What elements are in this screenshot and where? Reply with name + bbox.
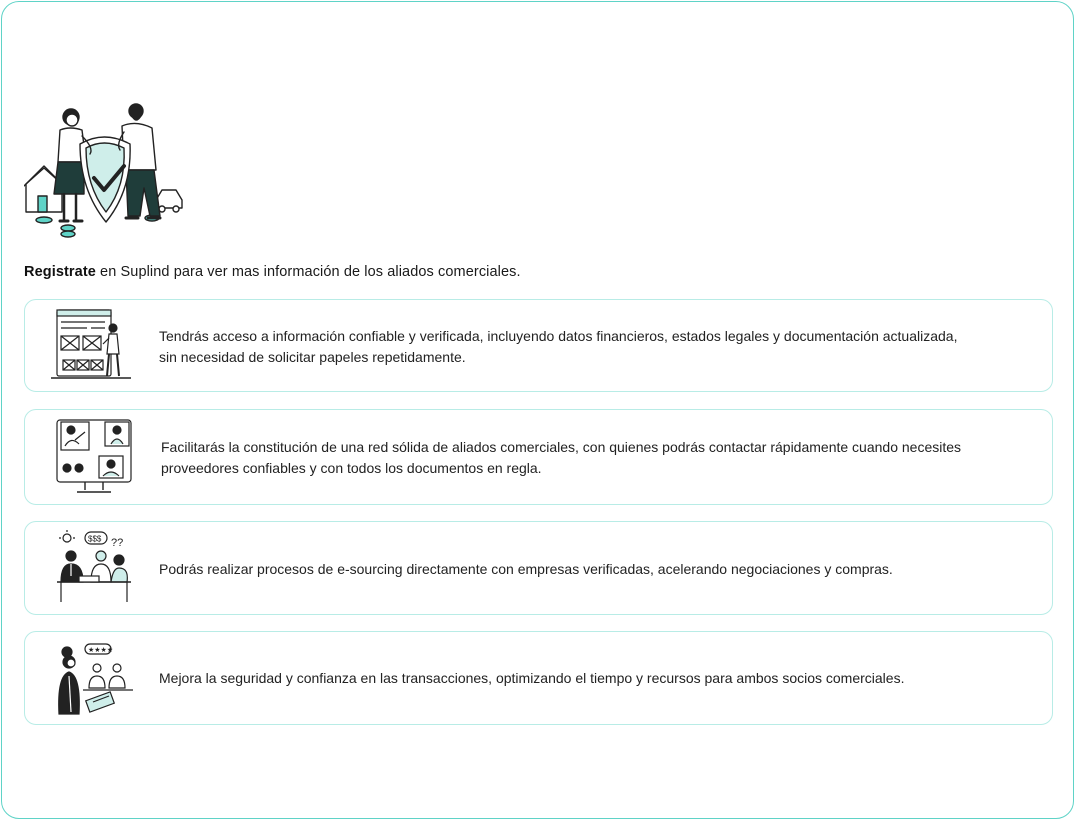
negotiation-meeting-icon [53, 530, 133, 606]
benefit-card-e-sourcing [24, 521, 1053, 615]
benefit-text-line: Podrás realizar procesos de e-sourcing directamente con empresas verificadas, acelerando negociaciones y compras. [159, 561, 893, 577]
svg-text:$$$: $$$ [88, 534, 102, 544]
benefit-card-security [24, 631, 1053, 725]
benefit-text [159, 559, 893, 580]
benefit-text-line: Tendrás acceso a información confiable y verificada, incluyendo datos financieros, estados legales y documentación actualizada, [159, 328, 958, 344]
review-rating-icon [53, 642, 137, 718]
security-shield-illustration [24, 100, 186, 242]
benefit-text [161, 437, 961, 479]
svg-text:??: ?? [111, 537, 124, 549]
benefit-text [159, 668, 904, 689]
benefit-text-line: Facilitarás la constitución de una red sólida de aliados comerciales, con quienes podrás contactar rápidamente cuando necesites [161, 439, 962, 455]
svg-text:★★★★: ★★★★ [88, 647, 114, 654]
benefit-card-verified-info [24, 299, 1053, 392]
register-prompt [24, 264, 521, 280]
register-link[interactable]: Registrate [24, 264, 96, 280]
benefit-text-line: sin necesidad de solicitar papeles repetidamente. [159, 349, 466, 365]
benefit-text-line: proveedores confiables y con todos los documentos en regla. [161, 460, 542, 476]
video-network-icon [55, 418, 133, 498]
benefit-text [159, 326, 957, 368]
benefit-text-line: Mejora la seguridad y confianza en las transacciones, optimizando el tiempo y recursos para ambos socios comerciales. [159, 670, 905, 686]
register-prompt-text: en Suplind para ver mas información de los aliados comerciales. [95, 264, 521, 280]
dashboard-analyst-icon [47, 306, 133, 386]
benefit-card-network [24, 409, 1053, 505]
